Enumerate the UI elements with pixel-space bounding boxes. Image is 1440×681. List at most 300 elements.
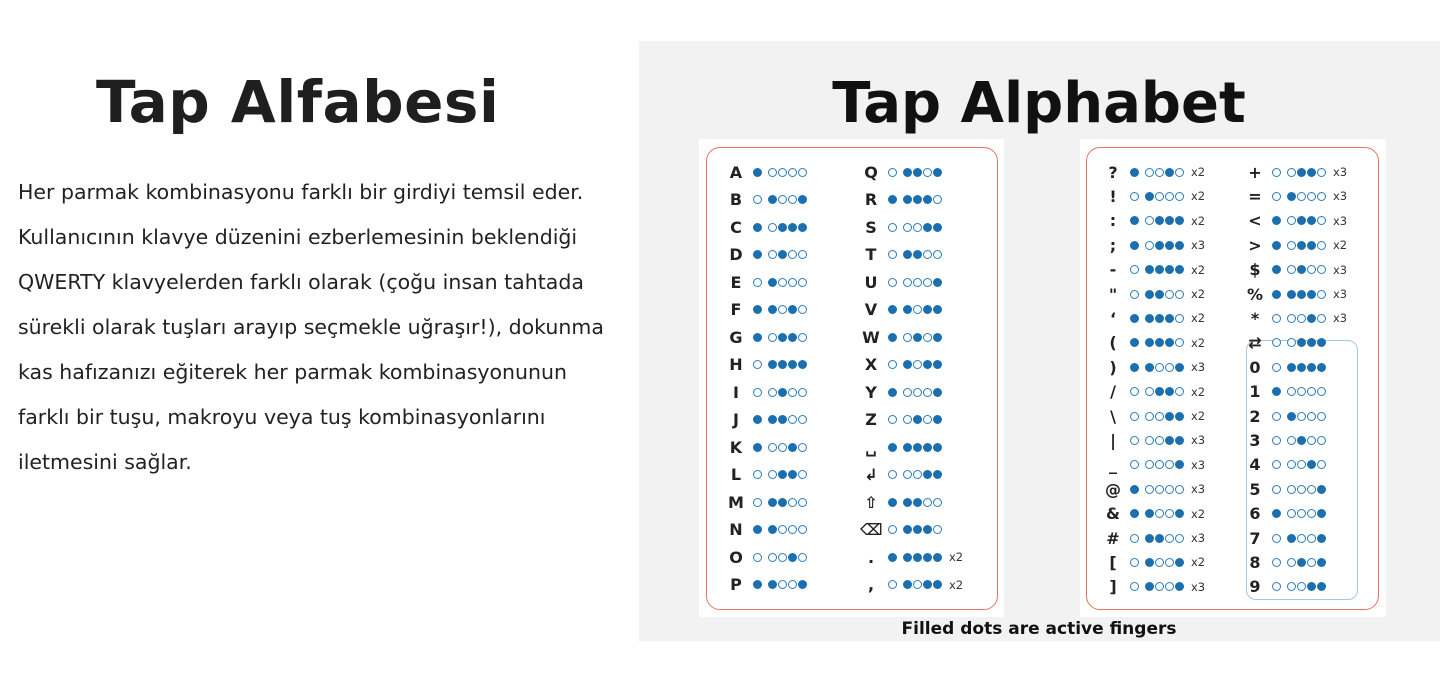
empty-dot-icon — [933, 250, 942, 259]
empty-dot-icon — [1165, 485, 1174, 494]
filled-dot-icon — [933, 580, 942, 589]
filled-dot-icon — [933, 443, 942, 452]
empty-dot-icon — [1317, 412, 1326, 421]
filled-dot-icon — [798, 360, 807, 369]
finger-dots — [753, 360, 808, 369]
filled-dot-icon — [903, 498, 912, 507]
empty-dot-icon — [923, 333, 932, 342]
filled-dot-icon — [1297, 168, 1306, 177]
filled-dot-icon — [1307, 290, 1316, 299]
empty-dot-icon — [1130, 558, 1139, 567]
finger-dots — [1130, 290, 1185, 299]
tap-code-row — [1102, 184, 1205, 208]
tap-char: 7 — [1249, 528, 1261, 548]
filled-dot-icon — [913, 250, 922, 259]
letters-card — [706, 147, 998, 610]
tap-code-row — [860, 270, 943, 294]
empty-dot-icon — [1272, 314, 1281, 323]
filled-dot-icon — [1287, 412, 1296, 421]
empty-dot-icon — [1287, 558, 1296, 567]
tap-char: 6 — [1249, 504, 1261, 524]
empty-dot-icon — [1287, 338, 1296, 347]
filled-dot-icon — [1272, 265, 1281, 274]
filled-dot-icon — [923, 580, 932, 589]
empty-dot-icon — [1272, 460, 1281, 469]
filled-dot-icon — [933, 470, 942, 479]
filled-dot-icon — [788, 305, 797, 314]
filled-dot-icon — [753, 305, 762, 314]
filled-dot-icon — [798, 580, 807, 589]
filled-dot-icon — [1155, 265, 1164, 274]
empty-dot-icon — [1155, 509, 1164, 518]
empty-dot-icon — [903, 278, 912, 287]
tap-code-row — [860, 408, 943, 432]
filled-dot-icon — [913, 415, 922, 424]
tap-char: [ — [1109, 552, 1117, 572]
filled-dot-icon — [933, 333, 942, 342]
empty-dot-icon — [778, 168, 787, 177]
finger-dots — [888, 498, 943, 507]
tap-code-row — [1102, 550, 1205, 574]
empty-dot-icon — [778, 553, 787, 562]
finger-dots — [888, 195, 943, 204]
empty-dot-icon — [1175, 192, 1184, 201]
filled-dot-icon — [1130, 363, 1139, 372]
tap-char: > — [1248, 235, 1262, 255]
empty-dot-icon — [1307, 265, 1316, 274]
empty-dot-icon — [888, 278, 897, 287]
filled-dot-icon — [1272, 387, 1281, 396]
tap-char: = — [1248, 186, 1262, 206]
filled-dot-icon — [903, 195, 912, 204]
tap-char: C — [730, 217, 742, 237]
filled-dot-icon — [888, 333, 897, 342]
filled-dot-icon — [768, 415, 777, 424]
empty-dot-icon — [798, 388, 807, 397]
filled-dot-icon — [903, 580, 912, 589]
empty-dot-icon — [768, 168, 777, 177]
tap-char: R — [864, 190, 878, 209]
tap-char: A — [729, 162, 743, 182]
empty-dot-icon — [933, 498, 942, 507]
finger-dots — [888, 168, 943, 177]
filled-dot-icon — [923, 223, 932, 232]
tap-char: ‘ — [1109, 308, 1117, 328]
empty-dot-icon — [1297, 387, 1306, 396]
empty-dot-icon — [1130, 290, 1139, 299]
tap-code-row — [1244, 209, 1347, 233]
tap-code-row — [860, 160, 943, 184]
filled-dot-icon — [753, 333, 762, 342]
finger-dots — [753, 250, 808, 259]
filled-dot-icon — [923, 443, 932, 452]
tap-code-row — [1244, 380, 1327, 404]
tap-code-row — [725, 353, 808, 377]
empty-dot-icon — [753, 195, 762, 204]
tap-char: E — [730, 272, 742, 292]
tap-code-row — [725, 463, 808, 487]
tap-code-row — [725, 270, 808, 294]
tap-char: 2 — [1249, 406, 1261, 426]
filled-dot-icon — [778, 360, 787, 369]
finger-dots — [888, 278, 943, 287]
filled-dot-icon — [913, 333, 922, 342]
empty-dot-icon — [768, 553, 777, 562]
empty-dot-icon — [753, 388, 762, 397]
tap-code-row — [1244, 160, 1347, 184]
tap-char: , — [867, 575, 875, 594]
filled-dot-icon — [923, 305, 932, 314]
empty-dot-icon — [768, 470, 777, 479]
empty-dot-icon — [933, 195, 942, 204]
finger-dots — [1130, 460, 1185, 469]
filled-dot-icon — [903, 360, 912, 369]
empty-dot-icon — [788, 580, 797, 589]
filled-dot-icon — [798, 195, 807, 204]
filled-dot-icon — [923, 553, 932, 562]
finger-dots — [1272, 460, 1327, 469]
filled-dot-icon — [1297, 436, 1306, 445]
filled-dot-icon — [903, 168, 912, 177]
filled-dot-icon — [778, 498, 787, 507]
filled-dot-icon — [933, 360, 942, 369]
filled-dot-icon — [1307, 241, 1316, 250]
filled-dot-icon — [1287, 290, 1296, 299]
finger-dots — [888, 250, 943, 259]
empty-dot-icon — [923, 388, 932, 397]
tap-multiplier: x3 — [1191, 457, 1206, 472]
filled-dot-icon — [1130, 241, 1139, 250]
tap-multiplier: x2 — [1191, 287, 1206, 301]
empty-dot-icon — [1165, 509, 1174, 518]
empty-dot-icon — [1145, 460, 1154, 469]
tap-code-row — [1102, 209, 1205, 233]
filled-dot-icon — [933, 388, 942, 397]
filled-dot-icon — [1287, 534, 1296, 543]
empty-dot-icon — [753, 360, 762, 369]
finger-dots — [1272, 485, 1327, 494]
filled-dot-icon — [1175, 265, 1184, 274]
finger-dots — [1130, 168, 1185, 177]
tap-code-row — [725, 408, 808, 432]
symbols-card-bg — [1080, 139, 1386, 617]
finger-dots — [1272, 314, 1327, 323]
finger-dots — [1130, 558, 1185, 567]
finger-dots — [888, 443, 943, 452]
filled-dot-icon — [923, 195, 932, 204]
tap-code-row — [1244, 502, 1327, 526]
tap-multiplier: x3 — [1333, 213, 1348, 228]
empty-dot-icon — [1317, 216, 1326, 225]
empty-dot-icon — [888, 360, 897, 369]
empty-dot-icon — [1130, 534, 1139, 543]
empty-dot-icon — [1287, 314, 1296, 323]
finger-dots — [888, 580, 943, 589]
empty-dot-icon — [798, 250, 807, 259]
finger-dots — [753, 223, 808, 232]
empty-dot-icon — [1272, 338, 1281, 347]
finger-dots — [1272, 534, 1327, 543]
filled-dot-icon — [1130, 485, 1139, 494]
filled-dot-icon — [778, 250, 787, 259]
finger-dots — [753, 388, 808, 397]
tap-char: U — [864, 272, 878, 292]
empty-dot-icon — [888, 223, 897, 232]
filled-dot-icon — [1145, 314, 1154, 323]
empty-dot-icon — [798, 525, 807, 534]
tap-char: $ — [1249, 260, 1261, 280]
filled-dot-icon — [1175, 582, 1184, 591]
tap-char: J — [733, 410, 739, 429]
filled-dot-icon — [1165, 387, 1174, 396]
empty-dot-icon — [1317, 436, 1326, 445]
empty-dot-icon — [1145, 412, 1154, 421]
filled-dot-icon — [1145, 534, 1154, 543]
tap-multiplier: x2 — [1333, 238, 1348, 253]
tap-char: V — [864, 300, 878, 319]
filled-dot-icon — [1287, 192, 1296, 201]
tap-char: - — [1109, 260, 1117, 280]
empty-dot-icon — [1165, 558, 1174, 567]
tap-multiplier: x2 — [1191, 506, 1206, 521]
empty-dot-icon — [1287, 216, 1296, 225]
empty-dot-icon — [1155, 485, 1164, 494]
empty-dot-icon — [1307, 534, 1316, 543]
empty-dot-icon — [1287, 436, 1296, 445]
tap-char: O — [729, 547, 743, 567]
empty-dot-icon — [888, 415, 897, 424]
empty-dot-icon — [1287, 241, 1296, 250]
finger-dots — [1272, 216, 1327, 225]
tap-multiplier: x2 — [1191, 335, 1206, 350]
filled-dot-icon — [1175, 436, 1184, 445]
filled-dot-icon — [768, 498, 777, 507]
tap-code-row — [1102, 331, 1205, 355]
empty-dot-icon — [903, 415, 912, 424]
finger-dots — [888, 388, 943, 397]
tap-code-row — [860, 298, 943, 322]
empty-dot-icon — [778, 443, 787, 452]
tap-multiplier: x3 — [1333, 189, 1348, 204]
finger-dots — [1130, 582, 1185, 591]
filled-dot-icon — [1297, 216, 1306, 225]
finger-dots — [1272, 338, 1327, 347]
finger-dots — [753, 580, 808, 589]
filled-dot-icon — [923, 525, 932, 534]
empty-dot-icon — [1130, 436, 1139, 445]
filled-dot-icon — [1175, 363, 1184, 372]
tap-code-row — [860, 353, 943, 377]
empty-dot-icon — [913, 470, 922, 479]
empty-dot-icon — [1155, 558, 1164, 567]
filled-dot-icon — [1145, 338, 1154, 347]
finger-dots — [1130, 216, 1185, 225]
filled-dot-icon — [1175, 241, 1184, 250]
filled-dot-icon — [1130, 509, 1139, 518]
empty-dot-icon — [923, 415, 932, 424]
filled-dot-icon — [1165, 338, 1174, 347]
tap-char: N — [729, 520, 743, 539]
filled-dot-icon — [788, 223, 797, 232]
filled-dot-icon — [1130, 168, 1139, 177]
tap-char: 4 — [1249, 455, 1261, 475]
filled-dot-icon — [768, 305, 777, 314]
filled-dot-icon — [1175, 460, 1184, 469]
filled-dot-icon — [913, 498, 922, 507]
finger-dots — [753, 470, 808, 479]
filled-dot-icon — [778, 470, 787, 479]
filled-dot-icon — [1272, 509, 1281, 518]
tap-code-row — [1244, 184, 1347, 208]
finger-dots — [753, 525, 808, 534]
tap-char: ; — [1109, 235, 1117, 255]
filled-dot-icon — [903, 443, 912, 452]
tap-char: S — [865, 217, 877, 237]
tap-char: ? — [1108, 162, 1118, 182]
filled-dot-icon — [1287, 363, 1296, 372]
tap-code-row — [1102, 404, 1205, 428]
filled-dot-icon — [768, 525, 777, 534]
filled-dot-icon — [923, 360, 932, 369]
empty-dot-icon — [1287, 485, 1296, 494]
tap-char: K — [729, 437, 743, 457]
filled-dot-icon — [788, 553, 797, 562]
filled-dot-icon — [778, 333, 787, 342]
empty-dot-icon — [1307, 558, 1316, 567]
filled-dot-icon — [933, 168, 942, 177]
tap-code-row — [725, 380, 808, 404]
finger-dots — [753, 168, 808, 177]
tap-code-row — [1244, 575, 1327, 599]
empty-dot-icon — [768, 388, 777, 397]
empty-dot-icon — [768, 333, 777, 342]
filled-dot-icon — [888, 305, 897, 314]
empty-dot-icon — [1297, 485, 1306, 494]
filled-dot-icon — [1145, 509, 1154, 518]
finger-dots — [888, 470, 943, 479]
finger-dots — [1272, 509, 1327, 518]
tap-code-row — [1244, 404, 1327, 428]
empty-dot-icon — [768, 250, 777, 259]
empty-dot-icon — [1272, 192, 1281, 201]
tap-char: Q — [864, 162, 878, 182]
finger-dots — [888, 223, 943, 232]
tap-char: _ — [1109, 455, 1117, 475]
filled-dot-icon — [788, 443, 797, 452]
finger-dots — [753, 305, 808, 314]
tap-char: \ — [1110, 406, 1116, 426]
tap-code-row — [860, 380, 943, 404]
empty-dot-icon — [1155, 363, 1164, 372]
empty-dot-icon — [1175, 314, 1184, 323]
filled-dot-icon — [1175, 509, 1184, 518]
filled-dot-icon — [1307, 582, 1316, 591]
tap-code-row — [1102, 477, 1205, 501]
tap-char: W — [862, 327, 880, 347]
empty-dot-icon — [903, 388, 912, 397]
tap-multiplier: x3 — [1191, 531, 1206, 545]
tap-char: 3 — [1249, 430, 1261, 450]
caption: Filled dots are active fingers — [901, 619, 1177, 639]
empty-dot-icon — [1287, 265, 1296, 274]
empty-dot-icon — [778, 305, 787, 314]
filled-dot-icon — [1297, 558, 1306, 567]
finger-dots — [753, 553, 808, 562]
tap-char: H — [729, 355, 743, 374]
tap-code-row — [860, 518, 943, 542]
tap-code-row — [1102, 160, 1205, 184]
empty-dot-icon — [753, 470, 762, 479]
finger-dots — [753, 195, 808, 204]
empty-dot-icon — [1317, 168, 1326, 177]
tap-multiplier: x2 — [1191, 189, 1206, 204]
filled-dot-icon — [1307, 460, 1316, 469]
filled-dot-icon — [1297, 241, 1306, 250]
tap-multiplier: x2 — [1191, 165, 1206, 179]
tap-char: X — [864, 355, 878, 374]
empty-dot-icon — [753, 553, 762, 562]
empty-dot-icon — [1130, 582, 1139, 591]
empty-dot-icon — [1317, 241, 1326, 250]
empty-dot-icon — [913, 388, 922, 397]
filled-dot-icon — [888, 388, 897, 397]
filled-dot-icon — [1165, 241, 1174, 250]
empty-dot-icon — [1287, 509, 1296, 518]
tap-code-row — [725, 325, 808, 349]
tap-code-row — [860, 188, 943, 212]
empty-dot-icon — [913, 580, 922, 589]
finger-dots — [1272, 265, 1327, 274]
empty-dot-icon — [913, 305, 922, 314]
filled-dot-icon — [1175, 558, 1184, 567]
empty-dot-icon — [1317, 290, 1326, 299]
finger-dots — [1130, 412, 1185, 421]
tap-char: ␣ — [865, 437, 877, 457]
tap-multiplier: x3 — [1333, 165, 1348, 179]
tap-char: ) — [1109, 357, 1117, 377]
empty-dot-icon — [1272, 168, 1281, 177]
filled-dot-icon — [778, 223, 787, 232]
filled-dot-icon — [1317, 558, 1326, 567]
tap-code-row — [1102, 453, 1205, 477]
tap-char: @ — [1105, 479, 1121, 499]
tap-code-row — [1244, 477, 1327, 501]
filled-dot-icon — [1165, 216, 1174, 225]
tap-multiplier: x2 — [1191, 213, 1206, 228]
filled-dot-icon — [1307, 363, 1316, 372]
empty-dot-icon — [1297, 192, 1306, 201]
empty-dot-icon — [1175, 338, 1184, 347]
tap-code-row — [1102, 282, 1205, 306]
filled-dot-icon — [1155, 387, 1164, 396]
empty-dot-icon — [1155, 436, 1164, 445]
empty-dot-icon — [1145, 485, 1154, 494]
tap-multiplier: x3 — [1191, 360, 1206, 375]
tap-multiplier: x3 — [1333, 287, 1348, 301]
filled-dot-icon — [1307, 338, 1316, 347]
filled-dot-icon — [1145, 290, 1154, 299]
empty-dot-icon — [1287, 387, 1296, 396]
tap-code-row — [860, 215, 943, 239]
filled-dot-icon — [888, 553, 897, 562]
empty-dot-icon — [1307, 485, 1316, 494]
empty-dot-icon — [888, 168, 897, 177]
tap-code-row — [725, 160, 808, 184]
tap-char: P — [730, 575, 742, 594]
filled-dot-icon — [903, 250, 912, 259]
empty-dot-icon — [788, 415, 797, 424]
finger-dots — [753, 443, 808, 452]
